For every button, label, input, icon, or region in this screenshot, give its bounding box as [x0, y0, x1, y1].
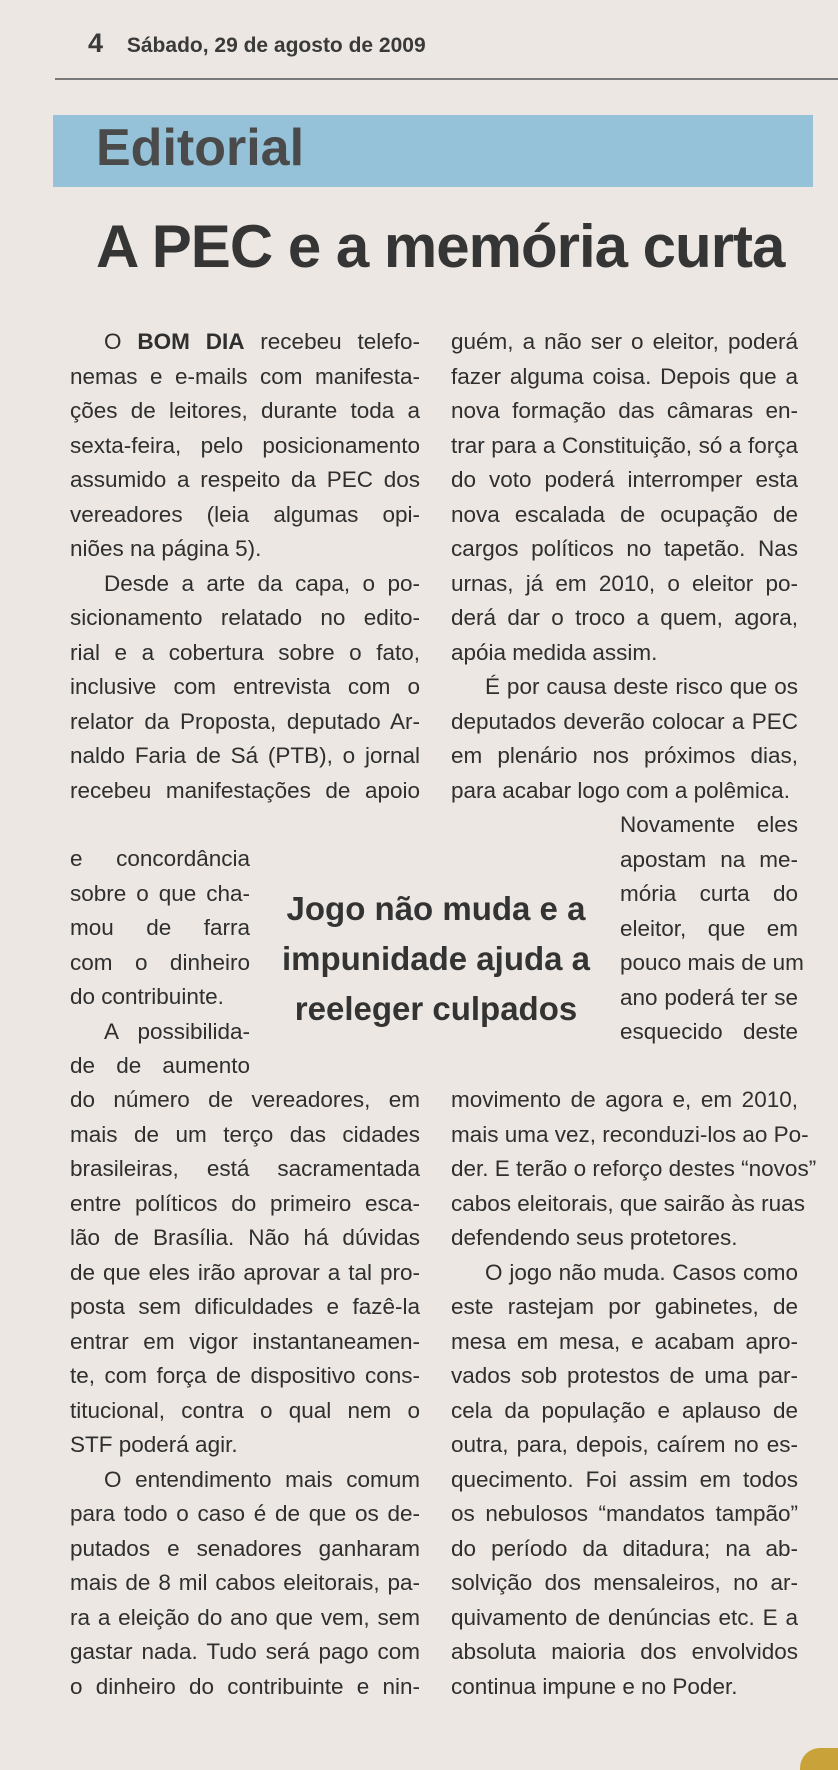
- article-line: A possibilida-: [104, 1018, 250, 1044]
- article-line: relator da Proposta, deputado Ar-: [70, 708, 420, 734]
- article-line: ções de leitores, durante toda a: [70, 398, 420, 423]
- page-header: [88, 28, 426, 59]
- article-line: ano poderá ter se: [620, 984, 798, 1010]
- article-line: do período da ditadura; na ab-: [451, 1535, 798, 1561]
- article-line: brasileiras, está sacramentada: [70, 1156, 420, 1181]
- article-line: ra a eleição do ano que vem, sem: [70, 1604, 420, 1630]
- article-line: recebeu manifestações de apoio: [70, 777, 420, 803]
- article-line: sexta-feira, pelo posicionamento: [70, 432, 420, 458]
- article-line: movimento de agora e, em 2010,: [451, 1087, 798, 1112]
- article-line: continua impune e no Poder.: [451, 1673, 738, 1699]
- column-left-top: [70, 325, 420, 808]
- article-line: apostam na me-: [620, 846, 798, 872]
- article-line: eleitor, que em: [620, 915, 798, 941]
- article-line: assumido a respeito da PEC dos: [70, 467, 420, 492]
- article-text: recebeu telefo-: [244, 329, 420, 354]
- article-line: fazer alguma coisa. Depois que a: [451, 363, 798, 389]
- article-line: posta sem dificuldades e fazê-la: [70, 1294, 420, 1319]
- article-line: os nebulosos “mandatos tampão”: [451, 1501, 798, 1526]
- article-line: quivamento de denúncias etc. E a: [451, 1604, 798, 1630]
- article-line: solvição dos mensaleiros, no ar-: [451, 1570, 798, 1595]
- article-line: de que eles irão aprovar a tal pro-: [70, 1259, 420, 1285]
- article-line: deputados deverão colocar a PEC: [451, 708, 798, 734]
- article-line: titucional, contra o qual nem o: [70, 1397, 420, 1423]
- article-line: mória curta do: [620, 881, 798, 906]
- column-right-bottom: [451, 1083, 817, 1704]
- column-right-narrow: [620, 808, 804, 1050]
- article-line: mais uma vez, reconduzi-los ao Po-: [451, 1121, 809, 1147]
- article-line: para todo o caso é de que os de-: [70, 1501, 420, 1526]
- article-line: nova escalada de ocupação de: [451, 501, 798, 527]
- article-line: putados e senadores ganharam: [70, 1535, 420, 1561]
- article-line: em plenário nos próximos dias,: [451, 743, 798, 768]
- pull-quote: [268, 884, 604, 1034]
- article-line: te, com força de dispositivo cons-: [70, 1363, 420, 1388]
- article-line: com o dinheiro: [70, 949, 250, 975]
- article-line: gastar nada. Tudo será pago com: [70, 1639, 420, 1664]
- article-line: niões na página 5).: [70, 536, 262, 561]
- article-line: esquecido deste: [620, 1019, 798, 1044]
- article-line: cargos políticos no tapetão. Nas: [451, 536, 798, 561]
- corner-graphic: [800, 1748, 838, 1770]
- article-intro-word: O: [104, 329, 138, 354]
- article-line: vereadores (leia algumas opi-: [70, 501, 420, 527]
- article-line: naldo Faria de Sá (PTB), o jornal: [70, 743, 420, 768]
- article-line: O jogo não muda. Casos como: [485, 1259, 798, 1285]
- article-line: guém, a não ser o eleitor, poderá: [451, 329, 798, 354]
- article-line: vados sob protestos de uma par-: [451, 1363, 798, 1388]
- issue-date: Sábado, 29 de agosto de 2009: [126, 34, 426, 57]
- article-line: outra, para, depois, caírem no es-: [451, 1432, 798, 1457]
- pull-quote-line: impunidade ajuda a: [281, 940, 591, 977]
- article-line: defendendo seus protetores.: [451, 1225, 738, 1250]
- column-left-bottom: [70, 1083, 420, 1704]
- article-line: O entendimento mais comum: [104, 1466, 420, 1492]
- article-line: mais de 8 mil cabos eleitorais, pa-: [70, 1570, 420, 1595]
- article-line: urnas, já em 2010, o eleitor po-: [451, 570, 798, 596]
- article-line: quecimento. Foi assim em todos: [451, 1466, 798, 1492]
- header-rule: [55, 78, 838, 80]
- article-line: derá dar o troco a quem, agora,: [451, 605, 798, 630]
- article-line: de de aumento: [70, 1053, 250, 1078]
- page-number: 4: [88, 28, 104, 58]
- article-line: o dinheiro do contribuinte e nin-: [70, 1673, 420, 1699]
- article-line: este rastejam por gabinetes, de: [451, 1294, 798, 1319]
- article-line: entre políticos do primeiro esca-: [70, 1190, 420, 1216]
- article-line: absoluta maioria dos envolvidos: [451, 1639, 798, 1664]
- article-line: lão de Brasília. Não há dúvidas: [70, 1225, 420, 1250]
- article-line: STF poderá agir.: [70, 1432, 238, 1457]
- column-left-narrow: [70, 842, 250, 1084]
- article-line: [70, 325, 420, 360]
- article-line: sobre o que cha-: [70, 880, 250, 906]
- article-line: nemas e e-mails com manifesta-: [70, 363, 420, 389]
- article-line: e concordância: [70, 846, 250, 871]
- article-line: Novamente eles: [620, 812, 798, 837]
- article-line: nova formação das câmaras en-: [451, 398, 798, 423]
- article-line: cabos eleitorais, que sairão às ruas: [451, 1190, 805, 1216]
- article-line: do voto poderá interromper esta: [451, 467, 798, 492]
- article-line: pouco mais de um: [620, 950, 804, 975]
- article-line: do número de vereadores, em: [70, 1087, 420, 1112]
- newspaper-name: BOM DIA: [137, 329, 245, 354]
- article-line: É por causa deste risco que os: [485, 674, 798, 699]
- article-line: cela da população e aplauso de: [451, 1397, 798, 1423]
- article-line: rial e a cobertura sobre o fato,: [70, 639, 420, 665]
- article-line: trar para a Constituição, só a força: [451, 432, 798, 458]
- article-line: mais de um terço das cidades: [70, 1121, 420, 1147]
- pull-quote-line: reeleger culpados: [294, 990, 578, 1027]
- section-label: Editorial: [96, 119, 305, 177]
- article-line: sicionamento relatado no edito-: [70, 605, 420, 630]
- article-line: entrar em vigor instantaneamen-: [70, 1328, 420, 1354]
- article-line: mou de farra: [70, 915, 250, 940]
- pull-quote-line: Jogo não muda e a: [286, 890, 586, 927]
- headline: A PEC e a memória curta: [96, 213, 785, 280]
- article-line: mesa em mesa, e acabam apro-: [451, 1328, 798, 1354]
- article-line: apóia medida assim.: [451, 639, 658, 665]
- article-line: inclusive com entrevista com o: [70, 674, 420, 699]
- article-line: para acabar logo com a polêmica.: [451, 777, 790, 803]
- article-line: Desde a arte da capa, o po-: [104, 570, 420, 596]
- article-line: do contribuinte.: [70, 984, 224, 1009]
- column-right-top: [451, 325, 798, 808]
- article-line: der. E terão o reforço destes “novos”: [451, 1156, 817, 1181]
